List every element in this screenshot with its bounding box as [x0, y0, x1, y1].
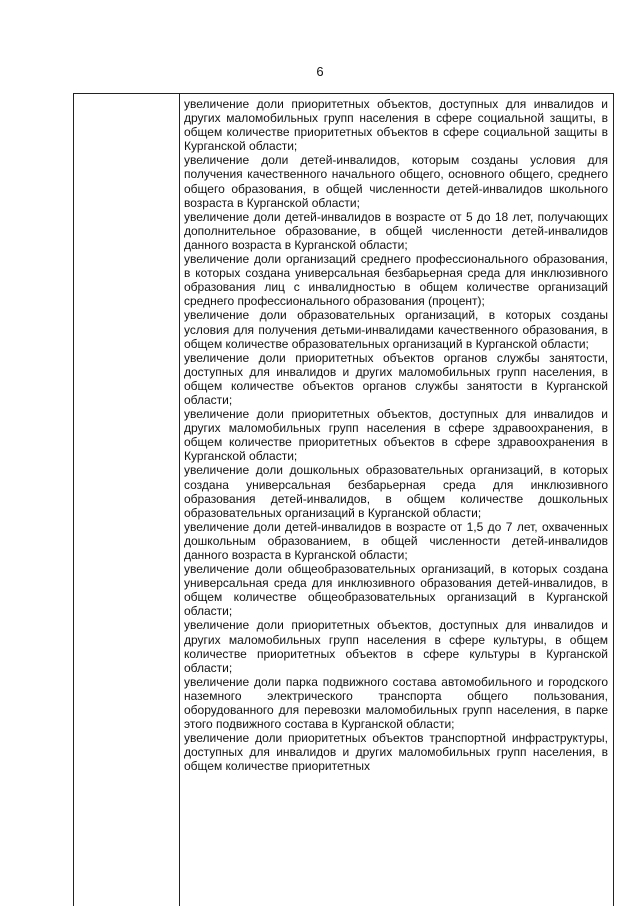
page-number: 6: [316, 64, 324, 79]
list-item: увеличение доли приоритетных объектов, доступных для инвалидов и других маломобильных групп населения в сфере культуры, в общем количестве приоритетных объектов в сфере культуры в Курганской области;: [184, 618, 608, 675]
list-item: увеличение доли общеобразовательных организаций, в которых создана универсальная среда для инклюзивного образования детей-инвалидов, в общем количестве общеобразовательных организаций в Курганской области;: [184, 562, 608, 619]
list-item: увеличение доли детей-инвалидов, которым созданы условия для получения качественного начального общего, основного общего, среднего общего образования, в общей численности детей-инвалидов школьного возраста в Курганской области;: [184, 153, 608, 210]
column-divider: [179, 94, 180, 906]
list-item: увеличение доли парка подвижного состава автомобильного и городского наземного электрического транспорта общего пользования, оборудованного для перевозки маломобильных групп населения, в парке этого подвижного состава в Курганской области;: [184, 674, 608, 732]
list-item: увеличение доли детей-инвалидов в возрасте от 1,5 до 7 лет, охваченных дошкольным образованием, в общей численности детей-инвалидов данного возраста в Курганской области;: [184, 519, 608, 562]
list-item: увеличение доли образовательных организаций, в которых созданы условия для получения детьми-инвалидами качественного образования, в общем количестве образовательных организаций в Курганской области;: [184, 308, 608, 351]
list-item: увеличение доли приоритетных объектов, доступных для инвалидов и других маломобильных групп населения в сфере здравоохранения, в общем количестве приоритетных объектов в сфере здравоохранения в Курганской области;: [184, 407, 608, 464]
list-item: увеличение доли дошкольных образовательных организаций, в которых создана универсальная безбарьерная среда для инклюзивного образования детей-инвалидов, в общем количестве дошкольных образовательных организаций в Курганской области;: [184, 463, 608, 520]
list-item: увеличение доли организаций среднего профессионального образования, в которых создана универсальная безбарьерная среда для инклюзивного образования лиц с инвалидностью в общем количестве организаций среднего профессионального образования (процент);: [184, 252, 608, 309]
list-item: увеличение доли приоритетных объектов органов службы занятости, доступных для инвалидов и других маломобильных групп населения, в общем количестве объектов органов службы занятости в Курганской области;: [184, 350, 608, 407]
table-text-cell: [184, 97, 608, 774]
list-item: увеличение доли приоритетных объектов, доступных для инвалидов и других маломобильных групп населения в сфере социальной защиты, в общем количестве приоритетных объектов в сфере социальной защиты в Курганской области;: [184, 97, 608, 154]
list-item: увеличение доли приоритетных объектов транспортной инфраструктуры, доступных для инвалидов и других маломобильных групп населения, в общем количестве приоритетных: [184, 731, 608, 774]
list-item: увеличение доли детей-инвалидов в возрасте от 5 до 18 лет, получающих дополнительное образование, в общей численности детей-инвалидов данного возраста в Курганской области;: [184, 209, 608, 252]
document-table: [73, 93, 614, 906]
